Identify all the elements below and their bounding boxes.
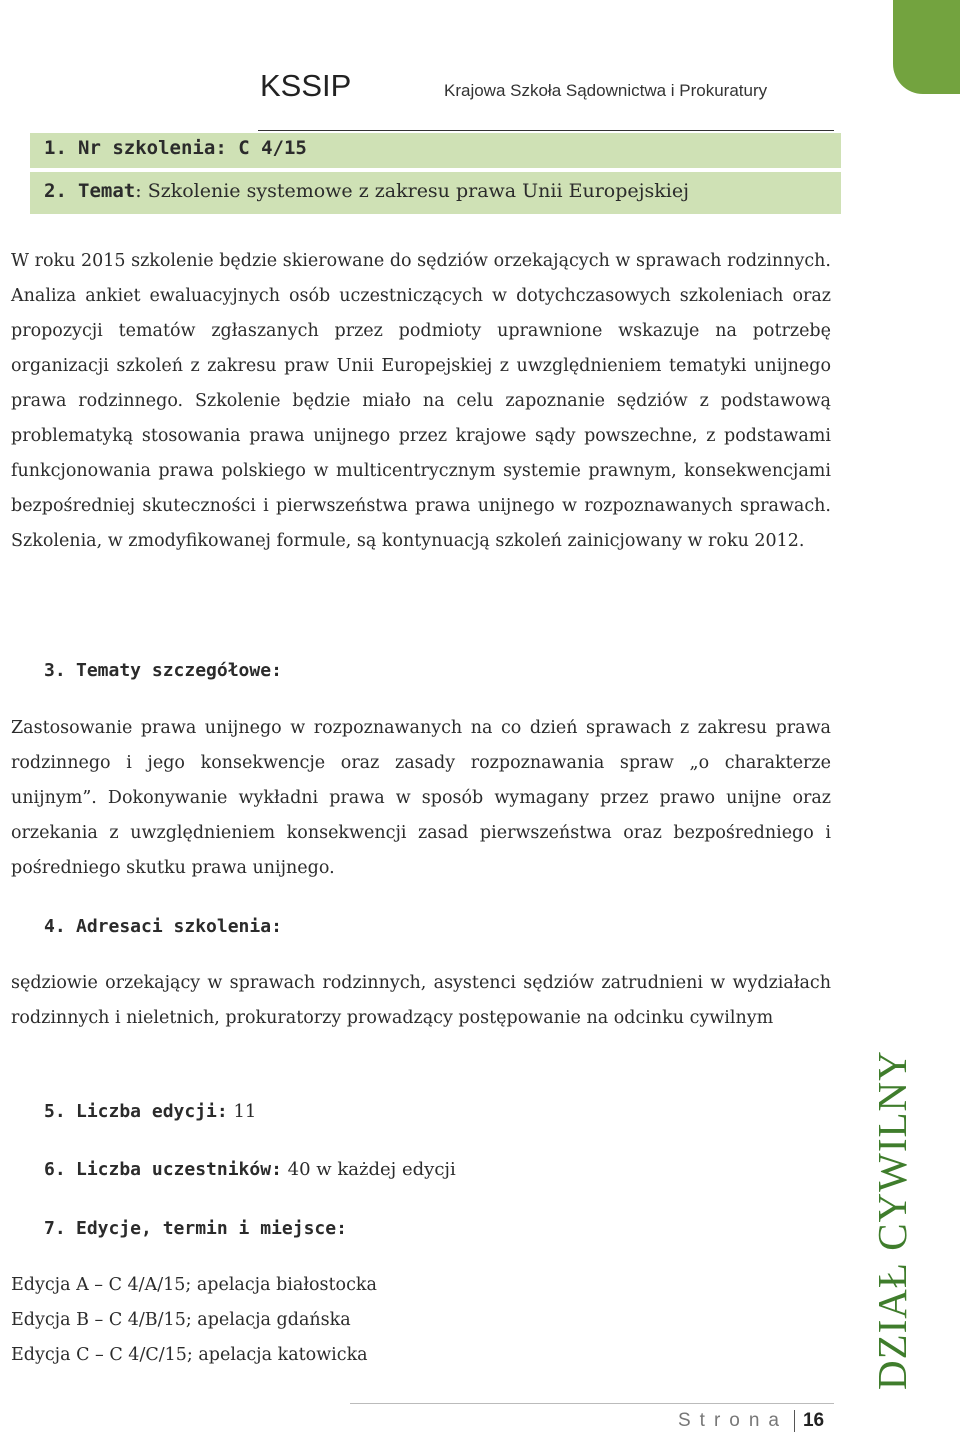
footer-word: Strona [678, 1410, 788, 1432]
item-2-bar [30, 172, 841, 214]
item-6-heading [44, 1159, 456, 1180]
header-acronym: KSSIP [260, 68, 352, 103]
item-6-value: 40 w każdej edycji [281, 1159, 456, 1180]
item-5-heading [44, 1101, 256, 1122]
item-6-number: 6. [44, 1159, 66, 1180]
item-7-number: 7. [44, 1218, 66, 1239]
item-4-number: 4. [44, 916, 66, 937]
item-1-label: Nr szkolenia [78, 137, 216, 159]
edition-b: Edycja B – C 4/B/15; apelacja gdańska [11, 1310, 351, 1330]
intro-paragraph [11, 244, 831, 559]
item-1-value: : C 4/15 [215, 137, 307, 159]
item-5-label: Liczba edycji: [76, 1101, 228, 1122]
item-2-number: 2. [44, 180, 67, 202]
item-5-number: 5. [44, 1101, 66, 1122]
item-3-label: Tematy szczegółowe: [76, 660, 282, 681]
edition-a: Edycja A – C 4/A/15; apelacja białostocka [11, 1275, 377, 1295]
edition-c: Edycja C – C 4/C/15; apelacja katowicka [11, 1345, 368, 1365]
page-number: 16 [802, 1410, 825, 1432]
item-7-heading [44, 1218, 347, 1239]
item-3-number: 3. [44, 660, 66, 681]
item-5-value: 11 [227, 1101, 257, 1122]
addressees-text: sędziowie orzekający w sprawach rodzinnych, asystenci sędziów zatrudnieni w wydziałach rodzinnych i nieletnich, prokuratorzy prowadzący postępowanie na odcinku cywilnym [11, 973, 831, 1028]
side-section-label: DZIAŁ CYWILNY [869, 1050, 915, 1390]
header-institution: Krajowa Szkoła Sądownictwa i Prokuratury [444, 81, 768, 100]
item-4-heading [44, 916, 282, 937]
addressees-paragraph [11, 966, 831, 1036]
intro-text: W roku 2015 szkolenie będzie skierowane do sędziów orzekających w sprawach rodzinnych. Analiza ankiet ewaluacyjnych osób uczestniczących w dotychczasowych szkoleniach oraz propozycji tematów zgłaszanych przez podmioty uprawnione wskazuje na potrzebę organizacji szkoleń z zakresu praw Unii Europejskiej z uwzględnieniem tematyki unijnego prawa rodzinnego. Szkolenie będzie miało na celu zapoznanie sędziów z podstawową problematyką stosowania prawa unijnego przez krajowe sądy powszechne, z podstawami funkcjonowania prawa polskiego w multicentrycznym systemie prawnym, konsekwencjami bezpośredniej skuteczności i pierwszeństwa prawa unijnego w rozpoznawanych sprawach. Szkolenia, w zmodyfikowanej formule, są kontynuacją szkoleń zainicjowany w roku 2012. [11, 251, 831, 551]
header-rule [258, 130, 834, 131]
details-paragraph [11, 711, 831, 886]
item-4-label: Adresaci szkolenia: [76, 916, 282, 937]
item-1-bar [30, 133, 841, 169]
footer-separator [794, 1410, 795, 1432]
details-text: Zastosowanie prawa unijnego w rozpoznawanych na co dzień sprawach z zakresu prawa rodzinnego i jego konsekwencje oraz zasady rozpoznawania spraw „o charakterze unijnym”. Dokonywanie wykładni prawa w sposób wymagany przez prawo unijne oraz orzekania z uwzględnieniem konsekwencji zasad pierwszeństwa oraz bezpośredniego i pośredniego skutku prawa unijnego. [11, 718, 831, 878]
footer-rule [350, 1403, 834, 1404]
corner-tab [893, 0, 960, 94]
item-1-number: 1. [44, 137, 67, 159]
item-3-heading [44, 660, 282, 681]
footer [678, 1410, 824, 1432]
item-2-label: Temat [78, 180, 136, 202]
item-6-label: Liczba uczestników: [76, 1159, 282, 1180]
item-7-label: Edycje, termin i miejsce: [76, 1218, 347, 1239]
item-2-value: : Szkolenie systemowe z zakresu prawa Unii Europejskiej [135, 180, 690, 202]
